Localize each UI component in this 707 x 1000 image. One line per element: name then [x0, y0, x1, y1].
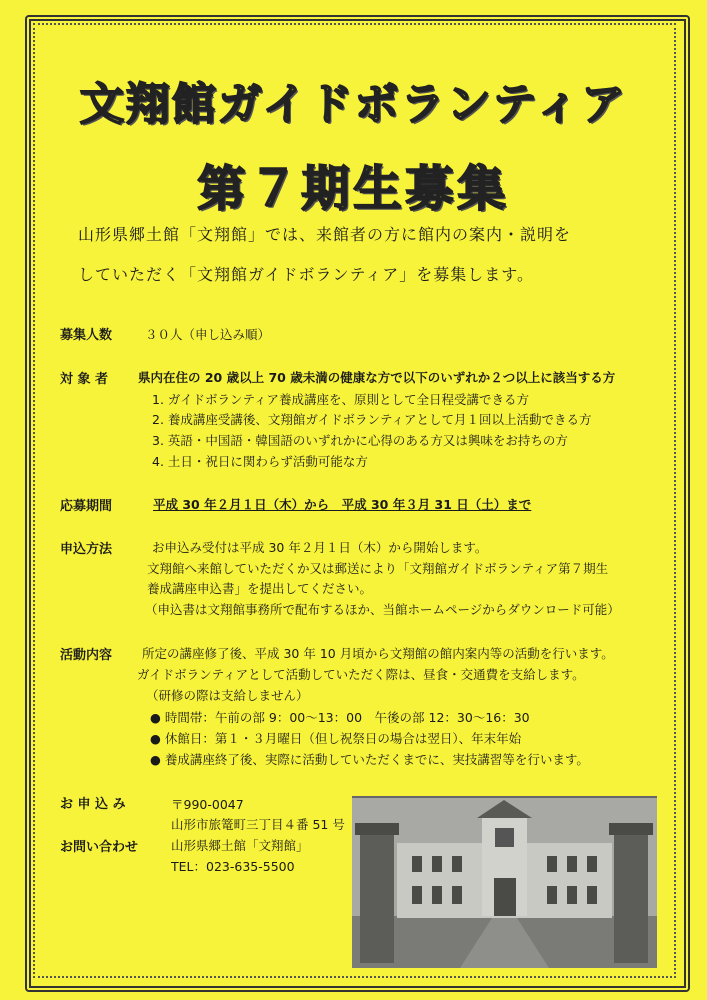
apply-label: お 申 込 み — [60, 797, 126, 812]
organization: 山形県郷土館「文翔館」 — [171, 838, 309, 853]
period-label: 応募期間 — [60, 499, 113, 514]
main-title: 文翔館ガイドボランティア — [79, 79, 628, 130]
method-line: （申込書は文翔館事務所で配布するほか、当館ホームページからダウンロード可能） — [145, 602, 620, 617]
recruit-value: ３０人（申し込み順） — [145, 327, 271, 342]
target-main: 県内在住の 20 歳以上 70 歳未満の健康な方で以下のいずれか２つ以上に該当する方 — [138, 370, 616, 385]
period-value: 平成 30 年２月１日（木）から 平成 30 年３月 31 日（土）まで — [153, 497, 532, 512]
activity-line: 所定の講座修了後、平成 30 年 10 月頃から文翔館の館内案内等の活動を行います。 — [142, 646, 614, 661]
inquiry-label: お問い合わせ — [60, 840, 139, 855]
activity-label: 活動内容 — [60, 648, 113, 663]
postal-code: 〒990-0047 — [171, 797, 244, 812]
target-item: 2. 養成講座受講後、文翔館ガイドボランティアとして月１回以上活動できる方 — [152, 412, 592, 427]
activity-bullet: ● 時間帯：午前の部 9：00～13：00 午後の部 12：30～16：30 — [150, 710, 530, 725]
method-line: 養成講座申込書」を提出してください。 — [147, 581, 373, 596]
activity-line: （研修の際は支給しません） — [146, 688, 309, 703]
method-line: お申込み受付は平成 30 年２月１日（木）から開始します。 — [152, 540, 488, 555]
activity-line: ガイドボランティアとして活動していただく際は、昼食・交通費を支給します。 — [137, 667, 585, 682]
intro-line-2: していただく「文翔館ガイドボランティア」を募集します。 — [78, 265, 534, 284]
activity-bullet: ● 養成講座終了後、実際に活動していただくまでに、実技講習等を行います。 — [150, 752, 589, 767]
target-item: 1. ガイドボランティア養成講座を、原則として全日程受講できる方 — [152, 392, 530, 407]
phone-number: TEL：023-635-5500 — [171, 859, 295, 874]
method-line: 文翔館へ来館していただくか又は郵送により「文翔館ガイドボランティア第７期生 — [147, 561, 609, 576]
sub-title: 第７期生募集 — [197, 161, 510, 217]
target-item: 3. 英語・中国語・韓国語のいずれかに心得のある方又は興味をお持ちの方 — [152, 433, 568, 448]
activity-bullet: ● 休館日：第１・３月曜日（但し祝祭日の場合は翌日）、年末年始 — [150, 731, 522, 746]
building-photo — [352, 796, 657, 968]
intro-line-1: 山形県郷土館「文翔館」では、来館者の方に館内の案内・説明を — [78, 225, 572, 244]
recruit-label: 募集人数 — [60, 328, 113, 343]
address: 山形市旅篭町三丁目４番 51 号 — [171, 817, 345, 832]
building-illustration — [352, 798, 657, 968]
method-label: 申込方法 — [60, 542, 113, 557]
target-item: 4. 土日・祝日に関わらず活動可能な方 — [152, 454, 368, 469]
target-label: 対 象 者 — [60, 372, 109, 387]
